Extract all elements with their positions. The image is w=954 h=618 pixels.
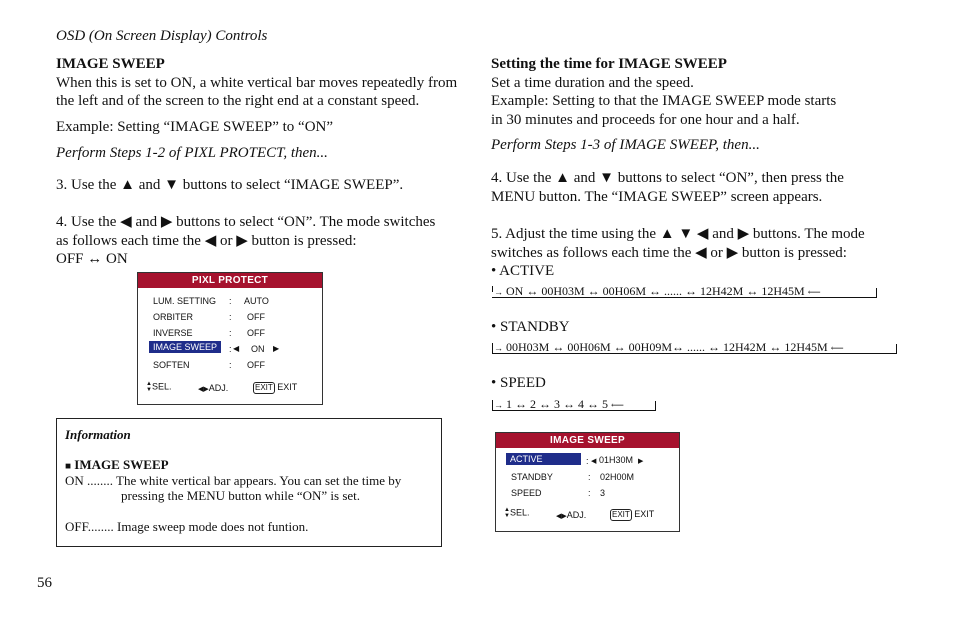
arrow-right-icon: →	[494, 343, 503, 353]
perform-steps: Perform Steps 1-2 of PIXL PROTECT, then...	[56, 145, 328, 161]
arrow-left-icon: ⟵	[611, 400, 624, 410]
image-sweep-osd	[495, 432, 680, 532]
info-on-line-1: ON ........ The white vertical bar appears. You can set the time by	[65, 473, 402, 488]
osd-footer-adj: ◀▶ADJ.	[198, 383, 229, 393]
left-right-arrow-icon: ◀▶	[556, 513, 567, 520]
up-down-arrow-icon: ▲ ▼	[504, 507, 510, 519]
left-right-arrow-icon: ◀▶	[198, 386, 209, 393]
osd-footer-sel: ▲ ▼SEL.	[504, 507, 530, 519]
speed-label: • SPEED	[491, 375, 546, 391]
square-bullet-icon: ■	[65, 461, 72, 472]
osd-row-label[interactable]: SOFTEN	[153, 360, 190, 370]
osd-title: PIXL PROTECT	[138, 273, 322, 288]
right-arrow-icon[interactable]: ▶	[638, 458, 644, 465]
arrow-left-icon: ⟵	[830, 343, 844, 353]
step-3: 3. Use the ▲ and ▼ buttons to select “IMAGE SWEEP”.	[56, 177, 404, 193]
right-line-3: in 30 minutes and proceeds for one hour and a half.	[491, 112, 800, 128]
osd-row-value: AUTO	[244, 296, 269, 306]
info-heading: Information	[65, 427, 131, 442]
osd-row-sep: :	[229, 344, 232, 354]
osd-row-value: 3	[600, 488, 606, 498]
standby-label: • STANDBY	[491, 319, 570, 335]
right-step-5-line-2: switches as follows each time the ◀ or ▶ button is pressed:	[491, 245, 847, 261]
osd-footer-exit: EXIT EXIT	[255, 382, 298, 392]
loop-line	[492, 400, 493, 410]
active-label: • ACTIVE	[491, 263, 555, 279]
osd-row-value: OFF	[247, 360, 265, 370]
osd-row-value: ON	[251, 344, 265, 354]
speed-sequence: → 1 ↔ 2 ↔ 3 ↔ 4 ↔ 5 ⟵	[494, 397, 624, 411]
loop-line	[492, 286, 493, 292]
up-down-arrow-icon: ▲ ▼	[146, 381, 152, 393]
osd-row-value: 01H30M	[599, 455, 634, 465]
osd-row-label[interactable]: LUM. SETTING	[153, 296, 217, 306]
exit-icon: EXIT	[612, 510, 630, 519]
arrow-right-icon: →	[494, 287, 503, 297]
osd-row-label[interactable]: INVERSE	[153, 328, 193, 338]
information-box	[56, 418, 442, 547]
step-4-line-1: 4. Use the ◀ and ▶ buttons to select “ON”. The mode switches	[56, 214, 436, 230]
osd-row-value: 02H00M	[600, 472, 635, 482]
page-number: 56	[37, 575, 52, 591]
standby-sequence: → 00H03M ↔ 00H06M ↔ 00H09M↔ ...... ↔ 12H42M ↔ 12H45M ⟵	[494, 340, 844, 354]
arrow-right-icon: →	[494, 400, 503, 410]
osd-row-selected[interactable]	[149, 342, 221, 352]
image-sweep-title: IMAGE SWEEP	[56, 56, 165, 72]
osd-row-sep: :	[229, 312, 232, 322]
osd-row-label[interactable]: SPEED	[511, 488, 542, 498]
osd-row-label[interactable]: STANDBY	[511, 472, 553, 482]
info-off-line: OFF........ Image sweep mode does not funtion.	[65, 519, 309, 534]
left-arrow-icon[interactable]: ◀	[591, 458, 597, 465]
section-header: OSD (On Screen Display) Controls	[56, 28, 268, 44]
osd-row-selected[interactable]	[506, 453, 581, 465]
right-line-1: Set a time duration and the speed.	[491, 75, 694, 91]
right-step-4-line-1: 4. Use the ▲ and ▼ buttons to select “ON”, then press the	[491, 170, 844, 186]
left-arrow-icon[interactable]: ◀	[233, 344, 240, 353]
loop-line	[655, 401, 656, 411]
right-perform: Perform Steps 1-3 of IMAGE SWEEP, then...	[491, 137, 760, 153]
pixl-protect-osd	[137, 272, 323, 405]
osd-footer-sel: ▲ ▼SEL.	[146, 381, 172, 393]
right-step-4-line-2: MENU button. The “IMAGE SWEEP” screen appears.	[491, 189, 823, 205]
osd-row-value: OFF	[247, 312, 265, 322]
loop-line	[896, 344, 897, 354]
intro-line-1: When this is set to ON, a white vertical bar moves repeatedly from	[56, 75, 458, 91]
exit-icon: EXIT	[255, 383, 273, 392]
loop-line	[492, 343, 493, 353]
osd-row-label-selected: IMAGE SWEEP	[149, 341, 221, 353]
osd-row-sep: :	[588, 472, 591, 482]
osd-title: IMAGE SWEEP	[496, 433, 679, 448]
osd-row-sep: :	[229, 328, 232, 338]
step-4-line-2: as follows each time the ◀ or ▶ button is pressed:	[56, 233, 357, 249]
osd-row-sep: :	[586, 456, 589, 466]
osd-row-sep: :	[229, 360, 232, 370]
info-subheading: ■ IMAGE SWEEP	[65, 457, 169, 472]
info-on-line-2: pressing the MENU button while “ON” is set.	[121, 488, 361, 503]
osd-row-value: OFF	[247, 328, 265, 338]
example-text: Example: Setting “IMAGE SWEEP” to “ON”	[56, 119, 334, 135]
osd-row-label-selected: ACTIVE	[506, 453, 581, 465]
active-sequence: → ON ↔ 00H03M ↔ 00H06M ↔ ...... ↔ 12H42M ↔ 12H45M ⟵	[494, 284, 821, 298]
right-arrow-icon[interactable]: ▶	[273, 344, 280, 353]
right-step-5-line-1: 5. Adjust the time using the ▲ ▼ ◀ and ▶ buttons. The mode	[491, 226, 865, 242]
step-4-line-3: OFF ↔ ON	[56, 251, 128, 267]
intro-line-2: the left and of the screen to the right end at a constant speed.	[56, 93, 420, 109]
right-title: Setting the time for IMAGE SWEEP	[491, 56, 727, 72]
osd-footer-exit: EXIT EXIT	[612, 509, 655, 519]
loop-line	[876, 288, 877, 298]
osd-row-sep: :	[229, 296, 232, 306]
osd-footer-adj: ◀▶ADJ.	[556, 510, 587, 520]
osd-row-label[interactable]: ORBITER	[153, 312, 194, 322]
right-line-2: Example: Setting to that the IMAGE SWEEP mode starts	[491, 93, 837, 109]
arrow-left-icon: ⟵	[807, 287, 821, 297]
osd-row-sep: :	[588, 488, 591, 498]
